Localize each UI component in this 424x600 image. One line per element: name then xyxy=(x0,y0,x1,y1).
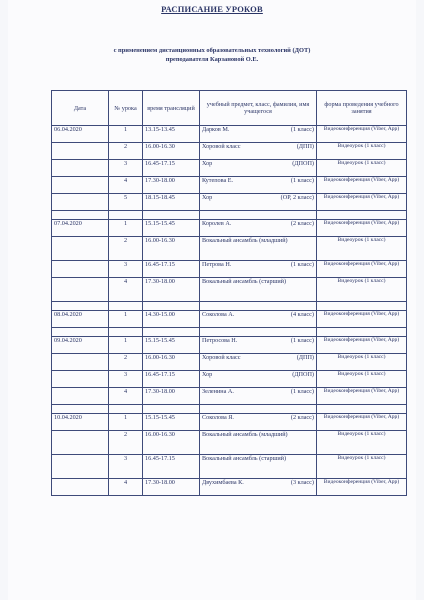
lesson-number-cell: 3 xyxy=(109,455,143,479)
time-cell: 17.30-18.00 xyxy=(143,388,200,405)
subject-class: (1 класс) xyxy=(290,177,314,184)
subtitle-line-1: с применением дистанционных образовательных технологий (ДОТ) xyxy=(113,47,311,54)
separator-cell xyxy=(317,405,407,414)
separator-cell xyxy=(143,302,200,311)
table-row xyxy=(52,278,407,302)
subject-class: (1 класс) xyxy=(290,126,314,133)
subject-name: Хор xyxy=(202,194,213,201)
subject-name: Соколова А. xyxy=(202,311,235,318)
lesson-number-cell: 5 xyxy=(109,194,143,211)
subject-class: (ОР, 2 класс) xyxy=(280,194,314,201)
form-cell: Видеоконференция (Viber, App) xyxy=(317,479,407,496)
subject-name: Вокальный ансамбль (старший) xyxy=(202,278,287,285)
subject-name: Вокальный ансамбль (старший) xyxy=(202,455,287,462)
header-date: Дата xyxy=(52,91,109,126)
separator-cell xyxy=(200,328,317,337)
header-subject: учебный предмет, класс, фамилия, имя учащегося xyxy=(200,91,317,126)
time-cell: 16.45-17.15 xyxy=(143,160,200,177)
form-cell: Видеоконференция (Viber, App) xyxy=(317,220,407,237)
separator-cell xyxy=(317,211,407,220)
separator-cell xyxy=(52,211,109,220)
date-cell: 06.04.2020 xyxy=(52,126,109,143)
table-row xyxy=(52,337,407,354)
separator-cell xyxy=(52,405,109,414)
subject-name: Хор xyxy=(202,371,213,378)
form-cell: Видеоурок (1 класс) xyxy=(317,143,407,160)
lesson-number-cell: 1 xyxy=(109,220,143,237)
subject-cell xyxy=(200,126,317,143)
table-row xyxy=(52,143,407,160)
day-separator-row xyxy=(52,405,407,414)
subject-class: (3 класс) xyxy=(290,479,314,486)
date-cell: 09.04.2020 xyxy=(52,337,109,354)
document-title: РАСПИСАНИЕ УРОКОВ xyxy=(161,4,263,14)
time-cell: 16.45-17.15 xyxy=(143,261,200,278)
time-cell: 16.00-16.30 xyxy=(143,143,200,160)
form-cell: Видеоконференция (Viber, App) xyxy=(317,414,407,431)
subject-cell xyxy=(200,194,317,211)
day-separator-row xyxy=(52,302,407,311)
subject-class: (1 класс) xyxy=(290,337,314,344)
subject-cell xyxy=(200,237,317,261)
separator-cell xyxy=(143,328,200,337)
separator-cell xyxy=(143,405,200,414)
date-cell-empty xyxy=(52,177,109,194)
subject-name: Королев А. xyxy=(202,220,232,227)
subject-name: Вокальный ансамбль (младший) xyxy=(202,431,288,438)
time-cell: 17.30-18.00 xyxy=(143,278,200,302)
date-cell-empty xyxy=(52,160,109,177)
form-cell: Видеоконференция (Viber, App) xyxy=(317,177,407,194)
form-cell: Видеоурок (1 класс) xyxy=(317,455,407,479)
subject-name: Петрова Н. xyxy=(202,261,232,268)
date-cell-empty xyxy=(52,143,109,160)
table-row xyxy=(52,388,407,405)
subject-cell xyxy=(200,311,317,328)
date-cell-empty xyxy=(52,431,109,455)
subject-cell xyxy=(200,388,317,405)
date-cell-empty xyxy=(52,388,109,405)
header-time: время трансляций xyxy=(143,91,200,126)
subject-class: (ДПОП) xyxy=(292,160,314,167)
separator-cell xyxy=(52,302,109,311)
subject-class: (ДПП) xyxy=(296,143,314,150)
time-cell: 14.30-15.00 xyxy=(143,311,200,328)
lesson-number-cell: 3 xyxy=(109,371,143,388)
subject-cell xyxy=(200,143,317,160)
lesson-number-cell: 2 xyxy=(109,431,143,455)
form-cell: Видеоурок (1 класс) xyxy=(317,237,407,261)
subject-class: (1 класс) xyxy=(290,388,314,395)
table-row xyxy=(52,431,407,455)
time-cell: 17.30-18.00 xyxy=(143,479,200,496)
table-row xyxy=(52,126,407,143)
subject-name: Хоровой класс xyxy=(202,143,241,150)
lesson-number-cell: 2 xyxy=(109,143,143,160)
lesson-number-cell: 1 xyxy=(109,414,143,431)
date-cell-empty xyxy=(52,479,109,496)
date-cell-empty xyxy=(52,455,109,479)
lesson-number-cell: 4 xyxy=(109,278,143,302)
subject-cell xyxy=(200,354,317,371)
subject-cell xyxy=(200,220,317,237)
table-row xyxy=(52,455,407,479)
subject-cell xyxy=(200,431,317,455)
time-cell: 15.15-15.45 xyxy=(143,337,200,354)
header-form: форма проведения учебного занятия xyxy=(317,91,407,126)
table-row xyxy=(52,177,407,194)
date-cell: 10.04.2020 xyxy=(52,414,109,431)
subject-class: (1 класс) xyxy=(290,261,314,268)
separator-cell xyxy=(109,211,143,220)
subject-name: Двухимбаева К. xyxy=(202,479,244,486)
form-cell: Видеоконференция (Viber, App) xyxy=(317,194,407,211)
time-cell: 17.30-18.00 xyxy=(143,177,200,194)
date-cell-empty xyxy=(52,354,109,371)
date-cell: 07.04.2020 xyxy=(52,220,109,237)
subject-cell xyxy=(200,177,317,194)
subtitle-line-2: преподавателя Карзановой О.Е. xyxy=(165,56,259,63)
table-row xyxy=(52,237,407,261)
time-cell: 16.45-17.15 xyxy=(143,455,200,479)
table-row xyxy=(52,414,407,431)
lesson-number-cell: 1 xyxy=(109,126,143,143)
form-cell: Видеоконференция (Viber, App) xyxy=(317,388,407,405)
date-cell-empty xyxy=(52,237,109,261)
lesson-number-cell: 4 xyxy=(109,479,143,496)
time-cell: 13.15-13.45 xyxy=(143,126,200,143)
separator-cell xyxy=(143,211,200,220)
header-lesson-number: № урока xyxy=(109,91,143,126)
table-row xyxy=(52,261,407,278)
separator-cell xyxy=(109,405,143,414)
subject-cell xyxy=(200,278,317,302)
time-cell: 15.15-15.45 xyxy=(143,220,200,237)
table-row xyxy=(52,311,407,328)
subject-cell xyxy=(200,455,317,479)
form-cell: Видеоконференция (Viber, App) xyxy=(317,126,407,143)
schedule-table xyxy=(51,90,407,496)
lesson-number-cell: 4 xyxy=(109,177,143,194)
subject-cell xyxy=(200,160,317,177)
subject-name: Вокальный ансамбль (младший) xyxy=(202,237,288,244)
separator-cell xyxy=(317,302,407,311)
subject-class: (2 класс) xyxy=(290,220,314,227)
date-cell-empty xyxy=(52,278,109,302)
subject-cell xyxy=(200,479,317,496)
form-cell: Видеоурок (1 класс) xyxy=(317,278,407,302)
form-cell: Видеоурок (1 класс) xyxy=(317,354,407,371)
lesson-number-cell: 1 xyxy=(109,311,143,328)
form-cell: Видеоурок (1 класс) xyxy=(317,160,407,177)
date-cell: 08.04.2020 xyxy=(52,311,109,328)
subject-name: Зеленина А. xyxy=(202,388,234,395)
table-row xyxy=(52,479,407,496)
subject-class: (ДПОП) xyxy=(292,371,314,378)
date-cell-empty xyxy=(52,371,109,388)
separator-cell xyxy=(109,328,143,337)
lesson-number-cell: 3 xyxy=(109,160,143,177)
separator-cell xyxy=(200,211,317,220)
subject-name: Хор xyxy=(202,160,213,167)
lesson-number-cell: 3 xyxy=(109,261,143,278)
document-subtitle xyxy=(0,46,424,64)
day-separator-row xyxy=(52,328,407,337)
form-cell: Видеоурок (1 класс) xyxy=(317,371,407,388)
subject-name: Петросова Н. xyxy=(202,337,238,344)
date-cell-empty xyxy=(52,194,109,211)
subject-cell xyxy=(200,261,317,278)
lesson-number-cell: 2 xyxy=(109,237,143,261)
form-cell: Видеоурок (1 класс) xyxy=(317,431,407,455)
table-row xyxy=(52,160,407,177)
day-separator-row xyxy=(52,211,407,220)
separator-cell xyxy=(200,405,317,414)
form-cell: Видеоконференция (Viber, App) xyxy=(317,311,407,328)
subject-cell xyxy=(200,414,317,431)
time-cell: 18.15-18.45 xyxy=(143,194,200,211)
subject-class: (ДПП) xyxy=(296,354,314,361)
table-row xyxy=(52,194,407,211)
time-cell: 16.00-16.30 xyxy=(143,431,200,455)
time-cell: 15.15-15.45 xyxy=(143,414,200,431)
time-cell: 16.45-17.15 xyxy=(143,371,200,388)
separator-cell xyxy=(52,328,109,337)
schedule-header-row xyxy=(52,91,407,126)
lesson-number-cell: 1 xyxy=(109,337,143,354)
subject-name: Дарков М. xyxy=(202,126,230,133)
subject-cell xyxy=(200,337,317,354)
lesson-number-cell: 2 xyxy=(109,354,143,371)
table-row xyxy=(52,371,407,388)
table-row xyxy=(52,354,407,371)
form-cell: Видеоконференция (Viber, App) xyxy=(317,337,407,354)
separator-cell xyxy=(200,302,317,311)
subject-class: (4 класс) xyxy=(290,311,314,318)
table-row xyxy=(52,220,407,237)
time-cell: 16.00-16.30 xyxy=(143,237,200,261)
subject-name: Соколова Я. xyxy=(202,414,234,421)
form-cell: Видеоконференция (Viber, App) xyxy=(317,261,407,278)
date-cell-empty xyxy=(52,261,109,278)
subject-name: Хоровой класс xyxy=(202,354,241,361)
time-cell: 16.00-16.30 xyxy=(143,354,200,371)
subject-cell xyxy=(200,371,317,388)
separator-cell xyxy=(109,302,143,311)
subject-class: (2 класс) xyxy=(290,414,314,421)
lesson-number-cell: 4 xyxy=(109,388,143,405)
subject-name: Кутепова Е. xyxy=(202,177,234,184)
separator-cell xyxy=(317,328,407,337)
